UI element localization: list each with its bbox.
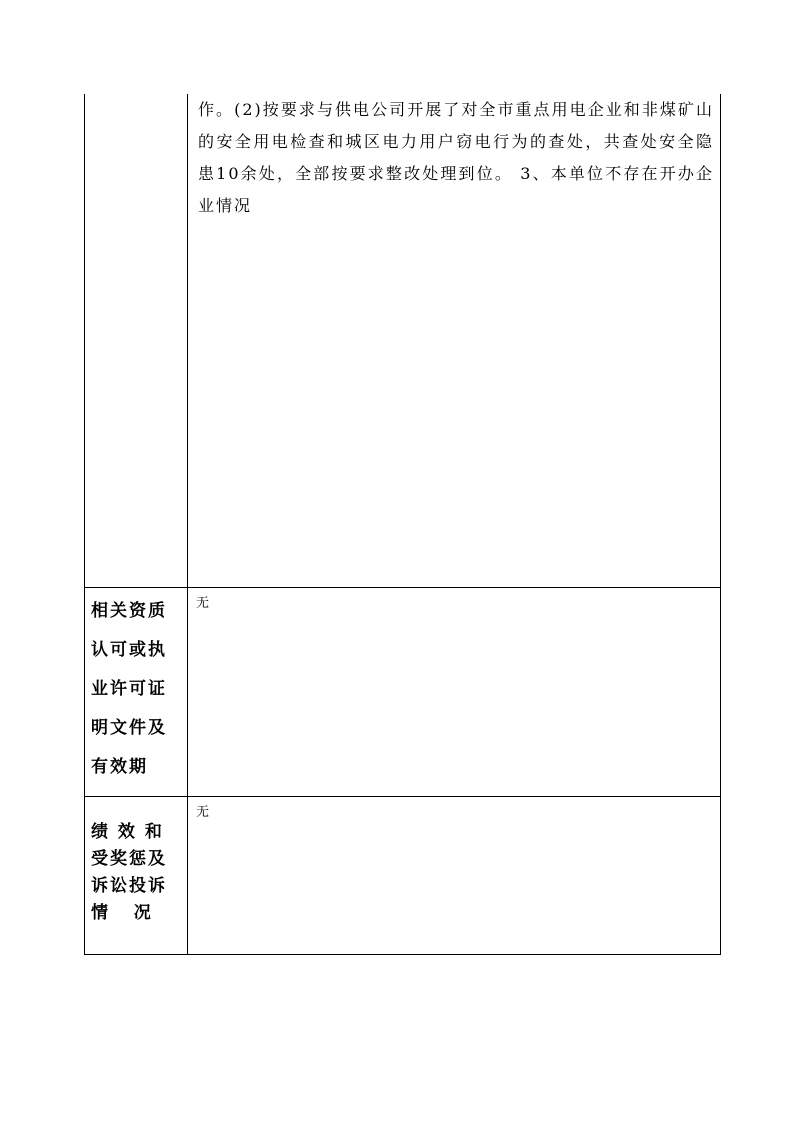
table-row-qualifications — [85, 588, 721, 797]
content-cell-work-summary — [188, 94, 721, 588]
label-line: 相关资质 — [91, 601, 167, 621]
label-line: 绩 效 和 — [91, 822, 164, 842]
label-line: 情 况 — [91, 903, 153, 923]
performance-label — [85, 797, 187, 927]
label-line: 受奖惩及 — [91, 849, 167, 869]
label-line: 明文件及 — [91, 718, 167, 738]
label-line: 诉讼投诉 — [91, 876, 167, 896]
table-row-work-summary — [85, 94, 721, 588]
label-cell-empty — [85, 94, 188, 588]
label-line: 认可或执 — [91, 640, 167, 660]
work-summary-text: 作。(2)按要求与供电公司开展了对全市重点用电企业和非煤矿山的安全用电检查和城区电力用户窃电行为的查处，共查处安全隐患10余处，全部按要求整改处理到位。 3、本单位不存在开办企业情况 — [198, 100, 714, 215]
table-row-performance — [85, 797, 721, 955]
performance-value: 无 — [196, 805, 210, 820]
qualifications-value: 无 — [196, 596, 210, 611]
content-cell-performance — [188, 797, 721, 955]
label-cell-qualifications — [85, 588, 188, 797]
label-line: 业许可证 — [91, 679, 167, 699]
content-cell-qualifications — [188, 588, 721, 797]
report-table — [84, 94, 721, 955]
label-cell-performance — [85, 797, 188, 955]
qualifications-label — [85, 588, 187, 787]
label-line: 有效期 — [91, 757, 148, 777]
